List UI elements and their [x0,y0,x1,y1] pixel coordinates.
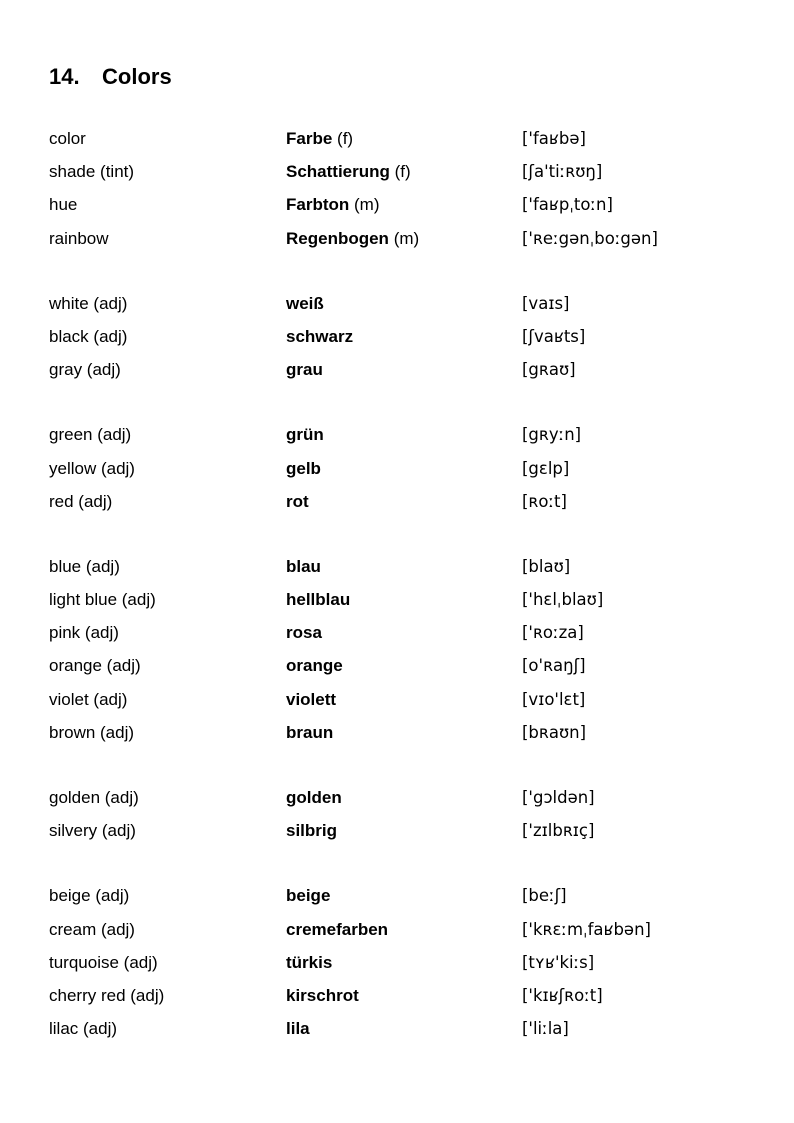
german-word: golden [286,788,342,807]
pronunciation: [vaɪs] [522,293,570,313]
vocabulary-row [49,946,769,979]
english-term: orange (adj) [49,656,141,676]
vocabulary-group [49,879,769,1045]
german-term [286,913,388,946]
german-word: grau [286,360,323,380]
pronunciation: [ʃvaʁts] [522,326,586,346]
vocabulary-row [49,155,769,188]
german-term [286,946,332,979]
section-title: Colors [102,64,172,89]
vocabulary-row [49,683,769,716]
german-term [286,122,353,155]
german-term [286,1012,310,1045]
german-word: silbrig [286,821,338,841]
pronunciation: [bʀaʊn] [522,722,587,742]
english-term: lilac (adj) [49,1019,118,1039]
section-heading [49,62,172,92]
vocabulary-group [49,418,769,518]
german-word: beige [286,886,331,906]
vocabulary-row [49,452,769,485]
pronunciation: ['hɛlˌblaʊ] [522,590,604,610]
german-term [286,222,419,255]
pronunciation: ['faʁbə] [522,129,586,148]
english-term: golden (adj) [49,788,139,807]
pronunciation: [tʏʁ'kiːs] [522,952,595,972]
english-term: beige (adj) [49,886,130,906]
vocabulary-row [49,616,769,649]
german-word: Regenbogen [286,228,389,248]
vocabulary-row [49,287,769,320]
vocabulary-row [49,814,769,847]
german-term [286,320,353,353]
pronunciation: [gɛlp] [522,458,570,478]
german-term [286,550,321,583]
vocabulary-row [49,649,769,682]
vocabulary-group [49,287,769,387]
pronunciation: ['liːla] [522,1019,569,1039]
pronunciation: ['zɪlbʀɪç] [522,821,595,841]
german-term [286,452,321,485]
english-term: turquoise (adj) [49,952,158,972]
english-term: shade (tint) [49,162,135,182]
pronunciation: ['ʀeːgənˌboːgən] [522,228,658,248]
pronunciation: [o'ʀaŋʃ] [522,656,586,676]
german-word: hellblau [286,590,351,610]
german-word: violett [286,689,337,709]
vocabulary-row [49,222,769,255]
vocabulary-row [49,320,769,353]
german-word: grün [286,425,324,445]
vocabulary-row [49,781,769,814]
english-term: hue [49,195,78,215]
vocabulary-group [49,550,769,749]
pronunciation: [vɪo'lɛt] [522,689,586,709]
vocabulary-row [49,583,769,616]
german-term [286,188,380,221]
vocabulary-row [49,353,769,386]
vocabulary-row [49,122,769,155]
german-word: weiß [286,293,324,313]
pronunciation: ['kʀɛːmˌfaʁbən] [522,919,651,939]
english-term: white (adj) [49,293,128,313]
english-term: green (adj) [49,425,132,445]
german-term [286,155,411,188]
english-term: pink (adj) [49,623,119,643]
german-word: türkis [286,952,333,972]
vocabulary-group [49,781,769,847]
german-word: schwarz [286,326,354,346]
english-term: brown (adj) [49,722,135,742]
german-term [286,287,324,320]
german-word: braun [286,722,334,742]
german-term [286,649,343,682]
german-term [286,781,342,814]
english-term: light blue (adj) [49,590,156,610]
english-term: silvery (adj) [49,821,136,841]
german-word: lila [286,1019,310,1039]
german-word: Farbton [286,195,350,215]
vocabulary-row [49,979,769,1012]
german-term [286,485,309,518]
german-term [286,683,336,716]
pronunciation: ['ʀoːza] [522,623,584,643]
german-term [286,879,330,912]
grammatical-gender: (f) [394,162,411,182]
vocabulary-row [49,879,769,912]
german-word: gelb [286,458,321,478]
german-word: Farbe [286,129,333,148]
german-term [286,353,323,386]
pronunciation: ['kɪʁʃʀoːt] [522,985,603,1005]
english-term: blue (adj) [49,556,120,576]
grammatical-gender: (f) [337,129,354,148]
pronunciation: ['gɔldən] [522,788,595,807]
vocabulary-row [49,418,769,451]
german-word: orange [286,656,343,676]
english-term: cream (adj) [49,919,135,939]
german-term [286,616,322,649]
pronunciation: [blaʊ] [522,556,571,576]
vocabulary-row [49,913,769,946]
german-term [286,583,350,616]
german-term [286,979,359,1012]
german-word: rosa [286,623,322,643]
german-word: Schattierung [286,162,390,182]
vocabulary-row [49,485,769,518]
vocabulary-row [49,1012,769,1045]
pronunciation: [ʀoːt] [522,491,567,511]
english-term: cherry red (adj) [49,985,165,1005]
english-term: gray (adj) [49,360,121,380]
pronunciation: ['faʁpˌtoːn] [522,195,613,215]
pronunciation: [beːʃ] [522,886,567,906]
pronunciation: [gʀyːn] [522,425,582,445]
english-term: violet (adj) [49,689,128,709]
section-number: 14. [49,64,80,89]
german-term [286,418,324,451]
german-word: rot [286,491,309,511]
vocabulary-list [49,122,769,1077]
german-term [286,814,337,847]
vocabulary-row [49,188,769,221]
english-term: color [49,129,86,148]
german-term [286,716,333,749]
german-word: cremefarben [286,919,389,939]
vocabulary-group [49,122,769,255]
german-word: kirschrot [286,985,359,1005]
english-term: rainbow [49,228,109,248]
grammatical-gender: (m) [393,228,420,248]
pronunciation: [ʃa'tiːʀʊŋ] [522,162,603,182]
english-term: red (adj) [49,491,113,511]
vocabulary-row [49,550,769,583]
vocabulary-row [49,716,769,749]
german-word: blau [286,556,321,576]
grammatical-gender: (m) [354,195,380,215]
pronunciation: [gʀaʊ] [522,360,576,380]
english-term: yellow (adj) [49,458,135,478]
english-term: black (adj) [49,326,128,346]
